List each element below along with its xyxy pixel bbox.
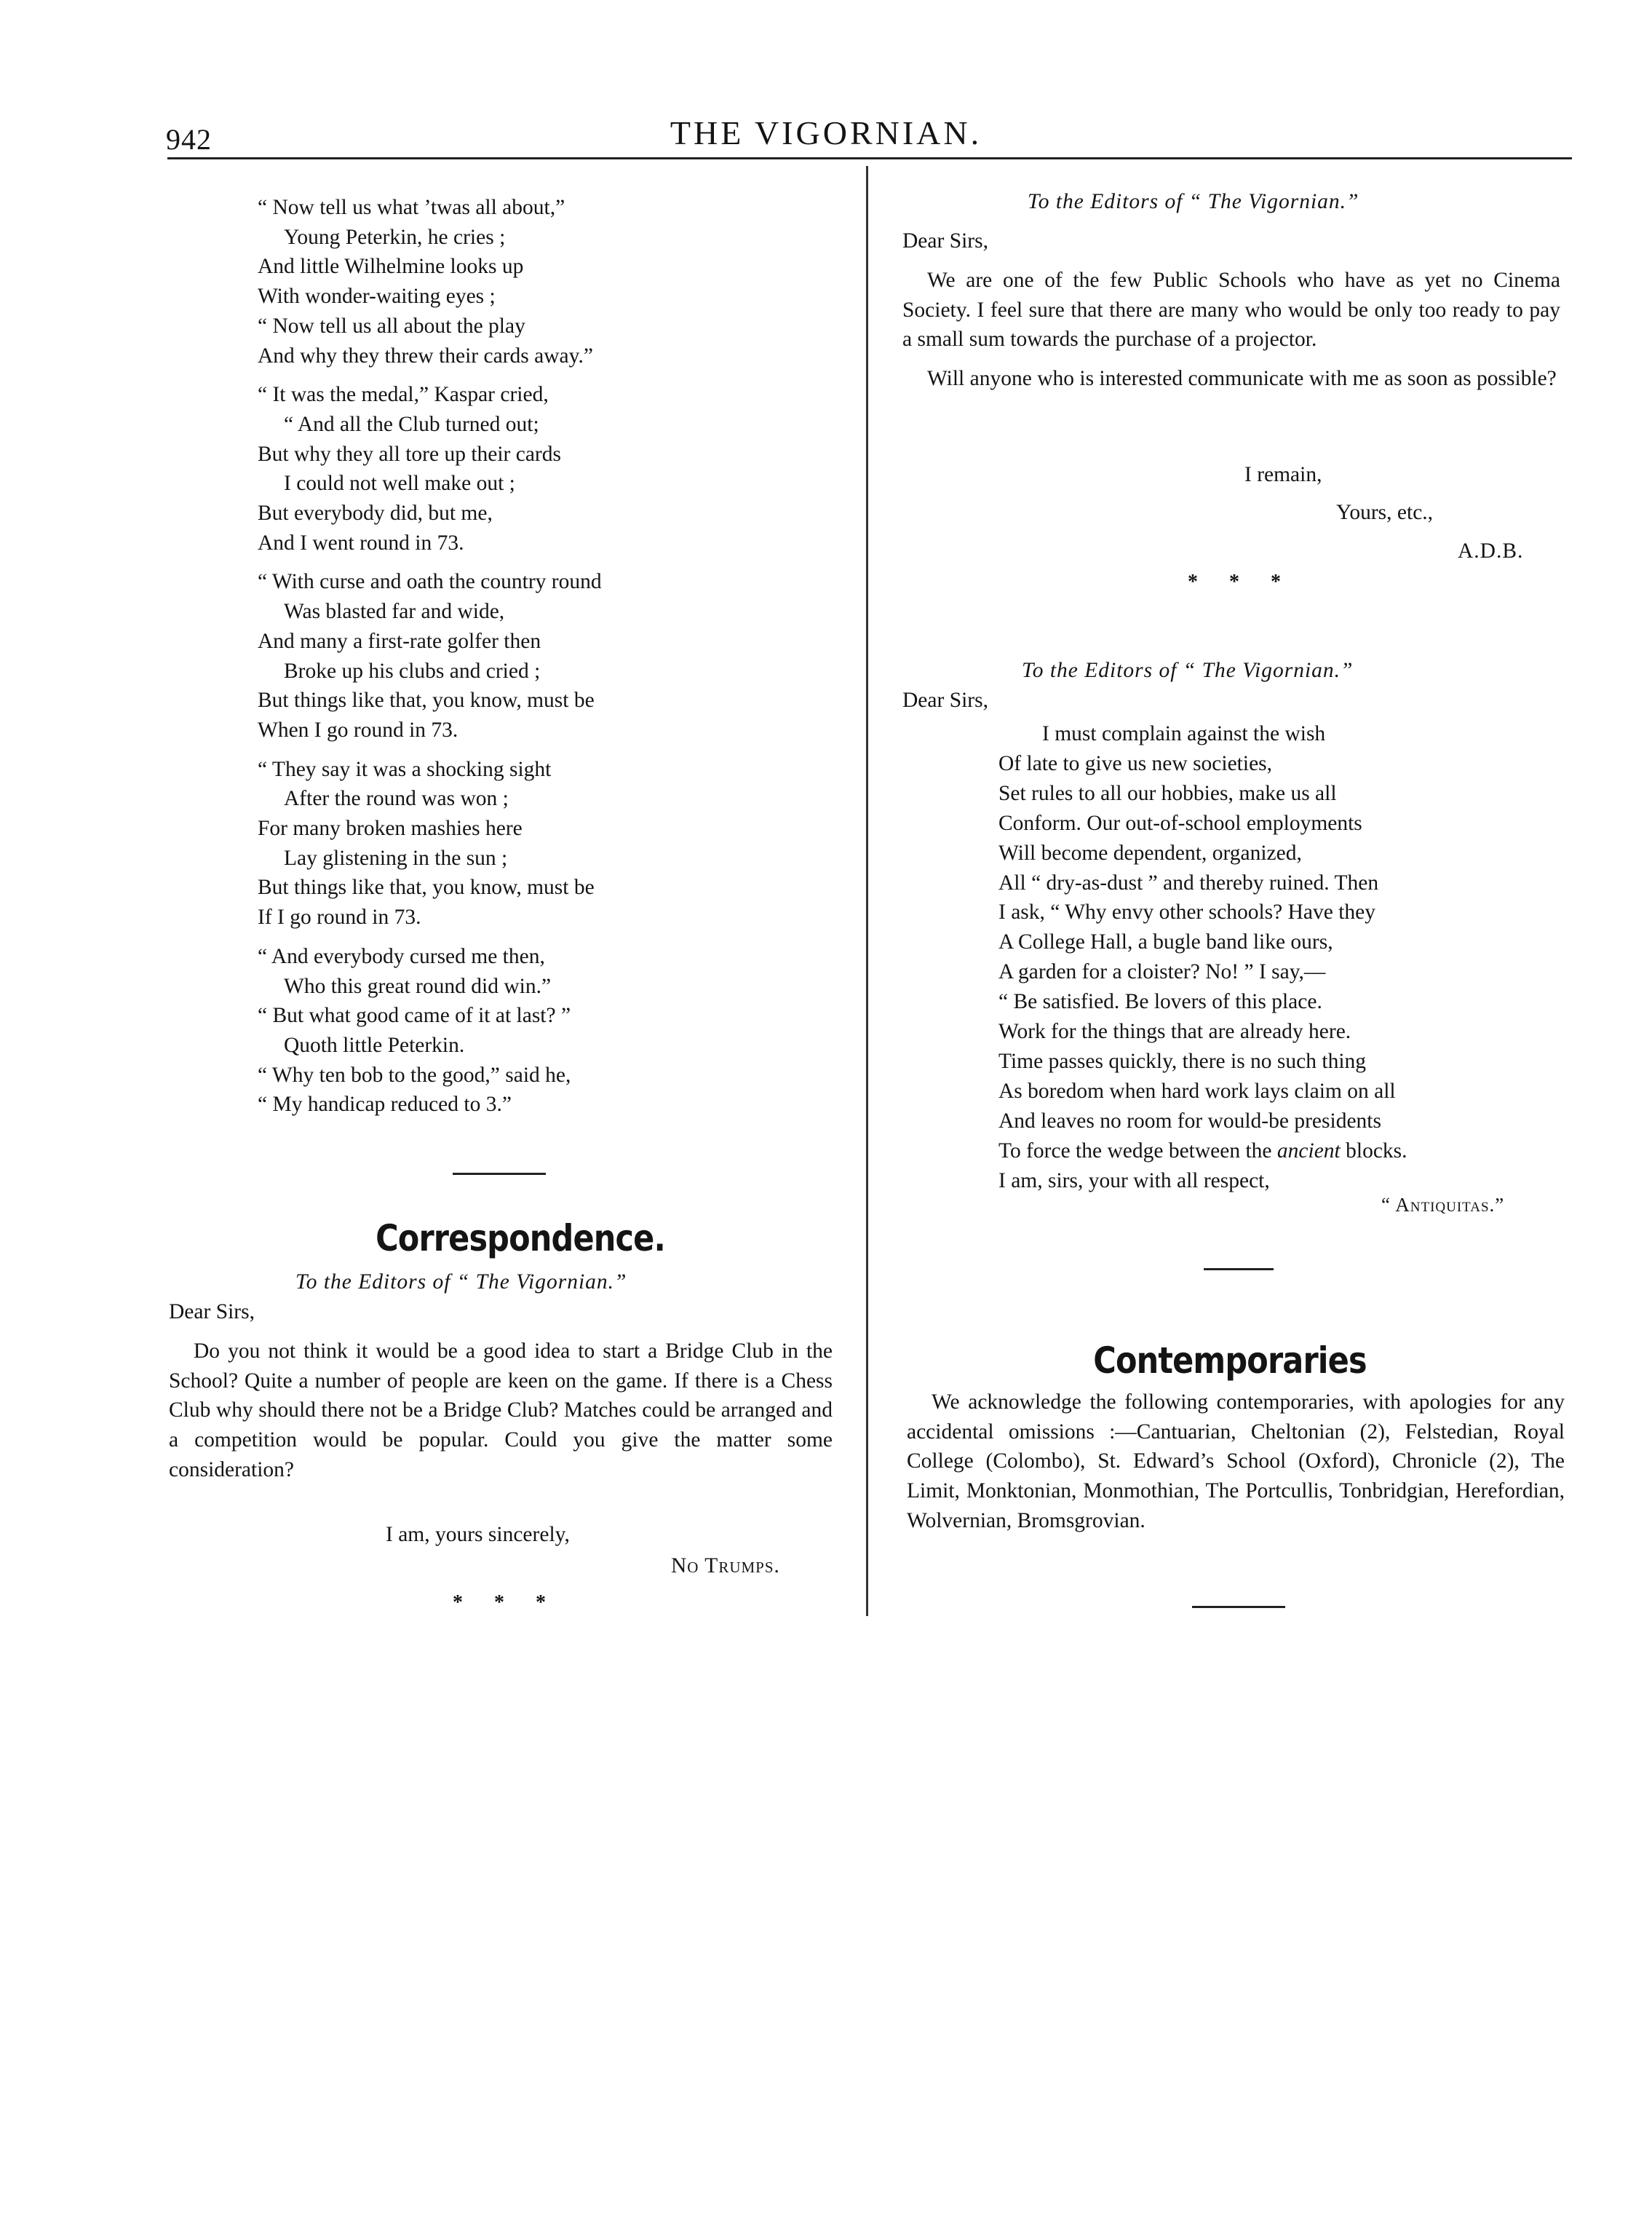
poem-line: And I went round in 73. [258, 531, 464, 555]
verse-line: I am, sirs, your with all respect, [998, 1168, 1270, 1192]
verse-line: A garden for a cloister? No! ” I say,— [998, 960, 1326, 984]
letter1-closing: I am, yours sincerely, [386, 1523, 570, 1546]
poem-line: “ Now tell us all about the play [258, 314, 525, 338]
verse-line: Set rules to all our hobbies, make us all [998, 781, 1337, 805]
poem-line: And little Wilhelmine looks up [258, 255, 524, 279]
verse-line: Work for the things that are already here. [998, 1020, 1351, 1044]
letter2-salutation: Dear Sirs, [902, 229, 988, 253]
poem [258, 193, 731, 1129]
poem-line: But things like that, you know, must be [258, 876, 595, 900]
letter1-signature: No Trumps. [671, 1554, 780, 1577]
page-number: 942 [166, 123, 212, 156]
contemporaries-section [907, 1387, 1565, 1536]
poem-line: If I go round in 73. [258, 906, 421, 930]
verse-line: As boredom when hard work lays claim on all [998, 1079, 1396, 1103]
verse-line: Will become dependent, organized, [998, 841, 1302, 865]
letter2-closing-1: I remain, [1244, 463, 1322, 486]
verse-line: Conform. Our out-of-school employments [998, 811, 1362, 835]
italic-word: ancient [1276, 1139, 1341, 1163]
letter2-addressee: To the Editors of “ The Vigornian.” [1028, 190, 1359, 213]
poem-line: “ My handicap reduced to 3.” [258, 1093, 512, 1117]
poem-line: “ With curse and oath the country round [258, 570, 602, 594]
column-divider [866, 166, 868, 1616]
poem-line: Lay glistening in the sun ; [284, 846, 508, 870]
poem-line: “ Now tell us what ’twas all about,” [258, 196, 565, 219]
letter2-signature: A.D.B. [1458, 539, 1524, 563]
contemporaries-heading: Contemporaries [1093, 1339, 1367, 1382]
verse-line: And leaves no room for would-be presidents [998, 1109, 1381, 1133]
contemporaries-list: We acknowledge the following contemporaries, with apologies for any accidental omissions :—Cantuarian, Cheltonian (2), Felstedian, Royal College (Colombo), St. Edward’s School (Oxford), Chronicle (2), The Limit, Monktonian, Monmothian, The Portcullis, Tonbridgian, Herefordian, Wolvernian, Bromsgrovian. [907, 1390, 1565, 1532]
letter2-stars: * * * [1188, 571, 1294, 593]
letter1-salutation: Dear Sirs, [169, 1300, 255, 1323]
poem-line: But why they all tore up their cards [258, 442, 561, 466]
letter2-body [902, 266, 1560, 394]
poem-line: With wonder-waiting eyes ; [258, 285, 496, 309]
letter1-addressee: To the Editors of “ The Vigornian.” [295, 1270, 627, 1294]
poem-line: “ Why ten bob to the good,” said he, [258, 1063, 571, 1087]
verse-line [998, 1136, 1537, 1166]
poem-line: But everybody did, but me, [258, 502, 493, 526]
poem-line: “ And all the Club turned out; [284, 412, 539, 436]
poem-line: Was blasted far and wide, [284, 600, 505, 624]
letter2-paragraph-1: We are one of the few Public Schools who have as yet no Cinema Society. I feel sure that there are many who would be only too ready to pay a small sum towards the purchase of a projector. [902, 269, 1560, 352]
poem-line: “ But what good came of it at last? ” [258, 1004, 571, 1028]
letter1-body [169, 1337, 833, 1485]
verse-line: A College Hall, a bugle band like ours, [998, 930, 1333, 954]
verse-line: All “ dry-as-dust ” and thereby ruined. Then [998, 871, 1379, 895]
correspondence-heading: Correspondence. [376, 1217, 665, 1259]
poem-line: When I go round in 73. [258, 718, 458, 742]
header-rule [167, 157, 1572, 159]
verse-line-start: To force the wedge between the [998, 1139, 1272, 1163]
verse-line: I ask, “ Why envy other schools? Have they [998, 900, 1376, 925]
verse-line: “ Be satisfied. Be lovers of this place. [998, 990, 1322, 1014]
letter2-closing-2: Yours, etc., [1336, 501, 1434, 524]
poem-line: “ It was the medal,” Kaspar cried, [258, 383, 549, 407]
poem-line: And why they threw their cards away.” [258, 344, 593, 368]
poem-line: After the round was won ; [284, 787, 509, 811]
verse-line: Of late to give us new societies, [998, 751, 1273, 775]
verse-line: I must complain against the wish [1042, 722, 1326, 745]
section-rule [1192, 1606, 1285, 1608]
journal-title: THE VIGORNIAN. [670, 114, 982, 151]
letter3-addressee: To the Editors of “ The Vigornian.” [1022, 659, 1354, 682]
section-rule [453, 1173, 546, 1175]
letter2-paragraph-2: Will anyone who is interested communicate with me as soon as possible? [927, 367, 1557, 391]
poem-line: Quoth little Peterkin. [284, 1033, 465, 1057]
verse-line-end: blocks. [1346, 1139, 1407, 1163]
poem-line: But things like that, you know, must be [258, 689, 595, 713]
letter1-paragraph: Do you not think it would be a good idea to start a Bridge Club in the School? Quite a number of people are keen on the game. If there is a Chess Club why should there not be a Bridge Club? Matches could be arranged and a competition would be popular. Could you give the matter some consideration? [169, 1339, 833, 1481]
poem-line: For many broken mashies here [258, 817, 523, 841]
poem-line: “ They say it was a shocking sight [258, 757, 552, 781]
letter3-signature: “ Antiquitas.” [1381, 1194, 1505, 1216]
poem-line: Broke up his clubs and cried ; [284, 659, 541, 683]
letter3-verse [998, 719, 1537, 1196]
poem-line: Who this great round did win.” [284, 974, 552, 998]
poem-line: Young Peterkin, he cries ; [284, 225, 506, 249]
poem-line: “ And everybody cursed me then, [258, 944, 545, 968]
poem-line: And many a first-rate golfer then [258, 629, 541, 653]
section-rule [1204, 1268, 1274, 1270]
poem-line: I could not well make out ; [284, 472, 515, 496]
verse-line: Time passes quickly, there is no such thing [998, 1049, 1367, 1073]
letter3-salutation: Dear Sirs, [902, 689, 988, 712]
letter1-stars: * * * [453, 1591, 559, 1614]
